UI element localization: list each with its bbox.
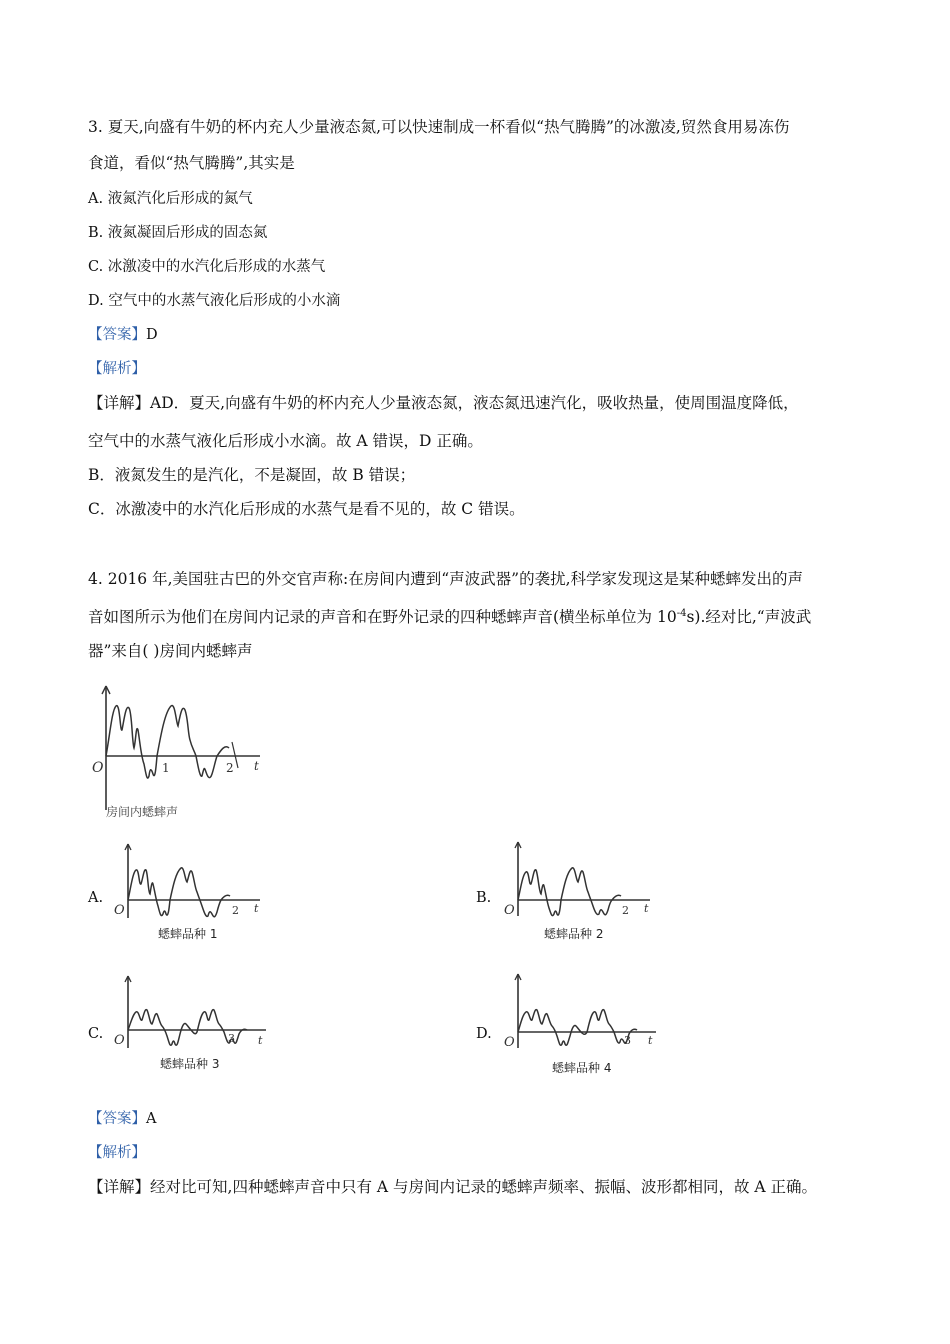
room-sound-figure [88, 682, 273, 822]
fig-origin: O [92, 760, 104, 776]
q3-option-c: C. 冰激凌中的水汽化后形成的水蒸气 [88, 259, 326, 275]
q3-detail-line4: C．冰激凌中的水汽化后形成的水蒸气是看不见的，故 C 错误。 [88, 500, 525, 518]
option-c-figure [108, 970, 273, 1080]
option-a-label: A. [88, 890, 104, 906]
q4-analysis-tag [88, 1142, 146, 1164]
q3-option-a: A. 液氮汽化后形成的氮气 [88, 191, 253, 207]
q3-detail-line1 [88, 392, 799, 414]
option-b-figure [498, 836, 658, 946]
option-b-caption: 蟋蟀品种 2 [544, 927, 604, 941]
analysis-tag: 【解析】 [88, 361, 146, 377]
stem-text-a: 音如图所示为他们在房间内记录的声音和在野外记录的四种蟋蟀声音(横坐标单位为 10 [88, 608, 677, 627]
option-b-origin: O [504, 903, 515, 918]
answer-tag: 【答案】 [88, 1111, 146, 1127]
q3-answer [88, 324, 158, 346]
option-b-end-tick: 2 [622, 904, 629, 917]
option-c-caption: 蟋蟀品种 3 [160, 1057, 220, 1071]
detail-text: 经对比可知,四种蟋蟀声音中只有 A 与房间内记录的蟋蟀声频率、振幅、波形都相同，故 A 正确。 [150, 1178, 818, 1196]
answer-tag: 【答案】 [88, 327, 146, 343]
answer-value: A [146, 1111, 157, 1127]
q4-stem-line1: 4. 2016 年,美国驻古巴的外交官声称:在房间内遭到“声波武器”的袭扰,科学家发现这是某种蟋蟀发出的声 [88, 570, 804, 588]
detail-tag: 【详解】 [88, 394, 151, 412]
fig-tick1: 1 [162, 761, 170, 775]
option-d-end-tick: 3 [624, 1034, 631, 1047]
stem-exponent: -4 [676, 608, 687, 619]
option-a-figure [108, 838, 268, 948]
fig-caption: 房间内蟋蟀声 [106, 805, 179, 819]
answer-value: D [146, 327, 158, 343]
q3-analysis-tag [88, 358, 146, 380]
q4-detail-line1 [88, 1176, 817, 1198]
option-c-end-tick: 3 [228, 1032, 235, 1045]
option-a-axis: t [254, 902, 259, 915]
option-c-origin: O [114, 1033, 125, 1048]
q3-option-d: D. 空气中的水蒸气液化后形成的小水滴 [88, 293, 341, 309]
option-c-axis: t [258, 1034, 263, 1047]
option-d-caption: 蟋蟀品种 4 [552, 1061, 612, 1075]
q3-detail-line3: B．液氮发生的是汽化，不是凝固，故 B 错误； [88, 466, 416, 484]
q3-stem-line2: 食道，看似“热气腾腾”,其实是 [88, 154, 295, 172]
option-a-end-tick: 2 [232, 904, 239, 917]
option-a-caption: 蟋蟀品种 1 [158, 927, 218, 941]
option-d-label: D. [476, 1026, 492, 1042]
option-b-label: B. [476, 890, 492, 906]
option-b-axis: t [644, 902, 649, 915]
option-d-origin: O [504, 1035, 515, 1050]
fig-tick2: 2 [226, 761, 234, 775]
detail-text: AD．夏天,向盛有牛奶的杯内充人少量液态氮，液态氮迅速汽化，吸收热量，使周围温度降低， [150, 394, 799, 412]
q4-stem-line2 [88, 603, 811, 628]
q4-stem-line3: 器”来自( )房间内蟋蟀声 [88, 642, 253, 660]
option-a-origin: O [114, 903, 125, 918]
analysis-tag: 【解析】 [88, 1145, 146, 1161]
q3-option-b: B. 液氮凝固后形成的固态氮 [88, 225, 268, 241]
option-d-axis: t [648, 1034, 653, 1047]
option-c-label: C. [88, 1026, 104, 1042]
fig-axis-label: t [254, 759, 259, 773]
q3-detail-line2: 空气中的水蒸气液化后形成小水滴。故 A 错误，D 正确。 [88, 432, 483, 450]
q3-stem-line1: 3. 夏天,向盛有牛奶的杯内充人少量液态氮,可以快速制成一杯看似“热气腾腾”的冰激凌,贸然食用易冻伤 [88, 118, 790, 136]
detail-tag: 【详解】 [88, 1178, 151, 1196]
q4-answer [88, 1108, 156, 1130]
option-d-figure [498, 968, 663, 1083]
stem-text-b: s).经对比,“声波武 [686, 608, 812, 627]
